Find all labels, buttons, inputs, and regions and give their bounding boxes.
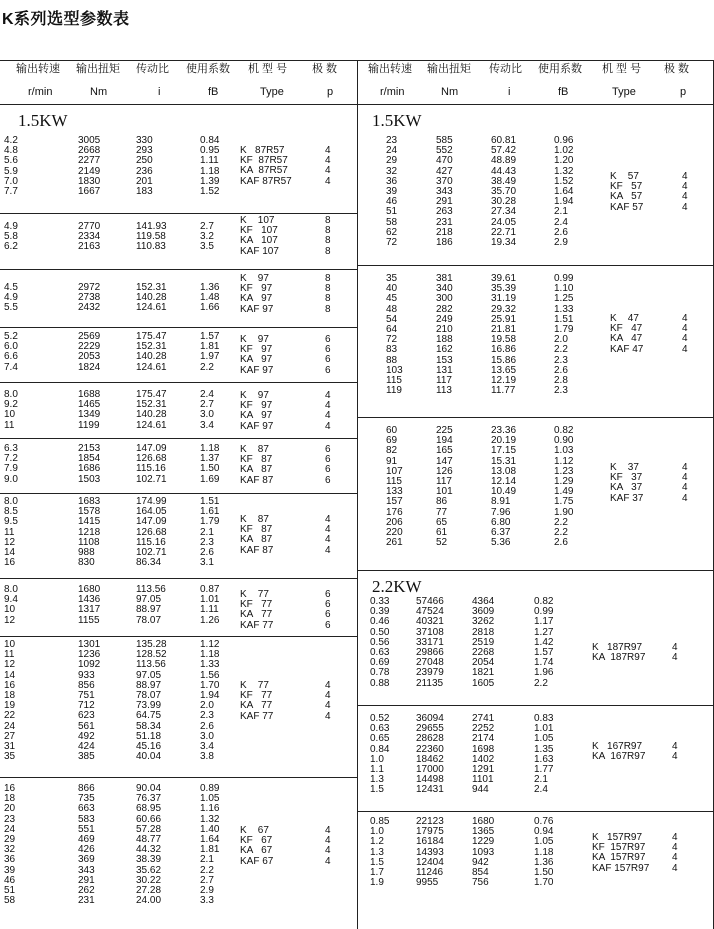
torque-column: 22123 17975 16184 14393 12404 11246 9955 bbox=[416, 816, 444, 889]
header-type: 机 型 号 bbox=[248, 63, 288, 75]
header-speed: 输出转速 bbox=[368, 63, 412, 75]
service-factor-column: 0.89 1.05 1.16 1.32 1.40 1.64 1.81 2.1 2.2 2.7 2.9 3.3 bbox=[200, 783, 220, 907]
ratio-column: 147.09 126.68 115.16 102.71 bbox=[136, 443, 167, 485]
torque-column: 585 552 470 427 370 343 291 263 231 218 186 bbox=[436, 135, 453, 249]
poles-column: 6 6 6 6 bbox=[325, 444, 331, 486]
torque-column: 2569 2229 2053 1824 bbox=[78, 331, 101, 373]
service-factor-column: 0.84 0.95 1.11 1.18 1.39 1.52 bbox=[200, 135, 220, 198]
speed-column: 5.2 6.0 6.6 7.4 bbox=[4, 331, 18, 373]
header-ratio-unit: i bbox=[158, 86, 161, 98]
right-section-title-1: 1.5KW bbox=[372, 111, 422, 130]
group-divider bbox=[358, 265, 714, 266]
right-section-title-2: 2.2KW bbox=[372, 577, 422, 596]
torque-column: 1680 1436 1317 1155 bbox=[78, 584, 101, 626]
speed-column: 16 18 20 23 24 29 32 36 39 46 51 58 bbox=[4, 783, 16, 907]
header-ratio-unit: i bbox=[508, 86, 511, 98]
type-column: K 87R57 KF 87R57 KA 87R57 KAF 87R57 bbox=[240, 145, 292, 187]
type-column: K 167R97 KA 167R97 bbox=[592, 741, 646, 763]
group-divider bbox=[0, 382, 357, 383]
header-service: 使用系数 bbox=[186, 63, 230, 75]
service-factor-column: 2.7 3.2 3.5 bbox=[200, 221, 214, 253]
speed-column: 35 40 45 48 54 64 72 83 88 103 115 119 bbox=[386, 273, 403, 397]
torque-column: 36094 29655 28628 22360 18462 17000 14498 12431 bbox=[416, 713, 444, 796]
speed-column: 8.0 9.4 10 12 bbox=[4, 584, 18, 626]
header-ratio: 传动比 bbox=[489, 63, 522, 75]
service-factor-column: 0.83 1.01 1.05 1.35 1.63 1.77 2.1 2.4 bbox=[534, 713, 554, 796]
ratio-column: 23.36 20.19 17.15 15.31 13.08 12.14 10.49 8.91 7.96 6.80 6.37 5.36 bbox=[491, 425, 517, 549]
service-factor-column: 1.57 1.81 1.97 2.2 bbox=[200, 331, 220, 373]
torque-column: 3005 2668 2277 2149 1830 1667 bbox=[78, 135, 101, 198]
poles-column: 4 4 bbox=[672, 642, 678, 664]
speed-column: 0.85 1.0 1.2 1.3 1.5 1.7 1.9 bbox=[370, 816, 390, 889]
header-poles-unit: p bbox=[327, 86, 334, 98]
header-poles-unit: p bbox=[680, 86, 687, 98]
service-factor-column: 1.18 1.37 1.50 1.69 bbox=[200, 443, 220, 485]
poles-column: 4 4 bbox=[672, 741, 678, 763]
header-type: 机 型 号 bbox=[602, 63, 642, 75]
type-column: K 157R97 KF 157R97 KA 157R97 KAF 157R97 bbox=[592, 832, 650, 874]
ratio-column: 141.93 119.58 110.83 bbox=[136, 221, 167, 253]
group-divider bbox=[0, 269, 357, 270]
header-ratio: 传动比 bbox=[136, 63, 169, 75]
ratio-column: 90.04 76.37 68.95 60.66 57.28 48.77 44.32 38.39 35.62 30.22 27.28 24.00 bbox=[136, 783, 162, 907]
type-column: K 187R97 KA 187R97 bbox=[592, 642, 646, 664]
type-column: K 87 KF 87 KA 87 KAF 87 bbox=[240, 514, 274, 556]
service-factor-column: 0.82 0.90 1.03 1.12 1.23 1.29 1.49 1.75 1.90 2.2 2.2 2.6 bbox=[554, 425, 574, 549]
group-divider bbox=[0, 777, 357, 778]
ratio-column: 2741 2252 2174 1698 1402 1291 1101 944 bbox=[472, 713, 495, 796]
speed-column: 8.0 8.5 9.5 11 12 14 16 bbox=[4, 496, 18, 569]
service-factor-column: 1.51 1.61 1.79 2.1 2.3 2.6 3.1 bbox=[200, 496, 220, 569]
group-divider bbox=[0, 438, 357, 439]
poles-column: 4 4 4 4 bbox=[325, 514, 331, 556]
group-divider bbox=[0, 213, 357, 214]
type-column: K 97 KF 97 KA 97 KAF 97 bbox=[240, 273, 274, 315]
service-factor-column: 1.36 1.48 1.66 bbox=[200, 282, 220, 314]
ratio-column: 175.47 152.31 140.28 124.61 bbox=[136, 331, 167, 373]
poles-column: 6 6 6 6 bbox=[325, 589, 331, 631]
speed-column: 23 24 29 32 36 39 46 51 58 62 72 bbox=[386, 135, 398, 249]
ratio-column: 4364 3609 3262 2818 2519 2268 2054 1821 1605 bbox=[472, 596, 495, 689]
type-column: K 37 KF 37 KA 37 KAF 37 bbox=[610, 462, 644, 504]
header-torque: 输出扭矩 bbox=[427, 63, 471, 75]
poles-column: 6 6 6 6 bbox=[325, 334, 331, 376]
type-column: K 97 KF 97 KA 97 KAF 97 bbox=[240, 334, 274, 376]
service-factor-column: 0.96 1.02 1.20 1.32 1.52 1.64 1.94 2.1 2.4 2.6 2.9 bbox=[554, 135, 574, 249]
poles-column: 4 4 4 4 bbox=[682, 171, 688, 213]
header-poles: 极 数 bbox=[312, 63, 338, 75]
type-column: K 47 KF 47 KA 47 KAF 47 bbox=[610, 313, 644, 355]
speed-column: 10 11 12 14 16 18 19 22 24 27 31 35 bbox=[4, 639, 16, 763]
speed-column: 6.3 7.2 7.9 9.0 bbox=[4, 443, 18, 485]
header-type-unit: Type bbox=[612, 86, 636, 98]
group-divider bbox=[0, 578, 357, 579]
group-divider bbox=[0, 636, 357, 637]
left-section-title: 1.5KW bbox=[18, 111, 68, 130]
ratio-column: 39.61 35.39 31.19 29.32 25.91 21.81 19.58 16.86 15.86 13.65 12.19 11.77 bbox=[491, 273, 517, 397]
ratio-column: 113.56 97.05 88.97 78.07 bbox=[136, 584, 166, 626]
header-type-unit: Type bbox=[260, 86, 284, 98]
ratio-column: 175.47 152.31 140.28 124.61 bbox=[136, 389, 167, 431]
poles-column: 8 8 8 8 bbox=[325, 215, 331, 257]
poles-column: 4 4 4 4 bbox=[682, 462, 688, 504]
torque-column: 1301 1236 1092 933 856 751 712 623 561 492 424 385 bbox=[78, 639, 101, 763]
type-column: K 77 KF 77 KA 77 KAF 77 bbox=[240, 680, 274, 722]
torque-column: 381 340 300 282 249 210 188 162 153 131 117 113 bbox=[436, 273, 453, 397]
speed-column: 0.52 0.63 0.65 0.84 1.0 1.1 1.3 1.5 bbox=[370, 713, 390, 796]
group-divider bbox=[358, 570, 714, 571]
header-service-unit: fB bbox=[208, 86, 219, 98]
group-divider bbox=[358, 705, 714, 706]
torque-column: 2972 2738 2432 bbox=[78, 282, 101, 314]
poles-column: 4 4 4 4 bbox=[325, 145, 331, 187]
torque-column: 866 735 663 583 551 469 426 369 343 291 262 231 bbox=[78, 783, 95, 907]
group-divider bbox=[0, 493, 357, 494]
speed-column: 8.0 9.2 10 11 bbox=[4, 389, 18, 431]
poles-column: 4 4 4 4 bbox=[325, 390, 331, 432]
header-torque-unit: Nm bbox=[90, 86, 108, 98]
group-divider bbox=[358, 811, 714, 812]
service-factor-column: 1.12 1.18 1.33 1.56 1.70 1.94 2.0 2.3 2.6 3.0 3.4 3.8 bbox=[200, 639, 220, 763]
header-speed-unit: r/min bbox=[28, 86, 53, 98]
header-service-unit: fB bbox=[558, 86, 569, 98]
poles-column: 8 8 8 8 bbox=[325, 273, 331, 315]
header-torque-unit: Nm bbox=[441, 86, 459, 98]
service-factor-column: 0.76 0.94 1.05 1.18 1.36 1.50 1.70 bbox=[534, 816, 554, 889]
service-factor-column: 0.82 0.99 1.17 1.27 1.42 1.57 1.74 1.96 2.2 bbox=[534, 596, 554, 689]
poles-column: 4 4 4 4 bbox=[682, 313, 688, 355]
speed-column: 0.33 0.39 0.46 0.50 0.56 0.63 0.69 0.78 0.88 bbox=[370, 596, 390, 689]
torque-column: 2153 1854 1686 1503 bbox=[78, 443, 101, 485]
ratio-column: 152.31 140.28 124.61 bbox=[136, 282, 167, 314]
ratio-column: 330 293 250 236 201 183 bbox=[136, 135, 153, 198]
group-divider bbox=[358, 417, 714, 418]
header-speed: 输出转速 bbox=[16, 63, 60, 75]
ratio-column: 174.99 164.05 147.09 126.68 115.16 102.71 86.34 bbox=[136, 496, 167, 569]
header-service: 使用系数 bbox=[538, 63, 582, 75]
service-factor-column: 0.99 1.10 1.25 1.33 1.51 1.79 2.0 2.2 2.3 2.6 2.8 2.3 bbox=[554, 273, 574, 397]
torque-column: 225 194 165 147 126 117 101 86 77 65 61 52 bbox=[436, 425, 453, 549]
torque-column: 1683 1578 1415 1218 1108 988 830 bbox=[78, 496, 101, 569]
header-torque: 输出扭矩 bbox=[76, 63, 120, 75]
service-factor-column: 2.4 2.7 3.0 3.4 bbox=[200, 389, 214, 431]
type-column: K 87 KF 87 KA 87 KAF 87 bbox=[240, 444, 274, 486]
poles-column: 4 4 4 4 bbox=[672, 832, 678, 874]
speed-column: 60 69 82 91 107 115 133 157 176 206 220 261 bbox=[386, 425, 403, 549]
torque-column: 1688 1465 1349 1199 bbox=[78, 389, 101, 431]
type-column: K 57 KF 57 KA 57 KAF 57 bbox=[610, 171, 644, 213]
type-column: K 67 KF 67 KA 67 KAF 67 bbox=[240, 825, 274, 867]
speed-column: 4.5 4.9 5.5 bbox=[4, 282, 18, 314]
torque-column: 2770 2334 2163 bbox=[78, 221, 101, 253]
type-column: K 77 KF 77 KA 77 KAF 77 bbox=[240, 589, 274, 631]
poles-column: 4 4 4 4 bbox=[325, 825, 331, 867]
header-poles: 极 数 bbox=[664, 63, 690, 75]
speed-column: 4.2 4.8 5.6 5.9 7.0 7.7 bbox=[4, 135, 18, 198]
torque-column: 57466 47524 40321 37108 33171 29866 27048 23979 21135 bbox=[416, 596, 444, 689]
header-speed-unit: r/min bbox=[380, 86, 405, 98]
type-column: K 97 KF 97 KA 97 KAF 97 bbox=[240, 390, 274, 432]
service-factor-column: 0.87 1.01 1.11 1.26 bbox=[200, 584, 220, 626]
right-table bbox=[358, 0, 714, 929]
group-divider bbox=[0, 327, 357, 328]
page-title: K系列选型参数表 bbox=[2, 11, 130, 28]
ratio-column: 135.28 128.52 113.56 97.05 88.97 78.07 73.99 64.75 58.34 51.18 45.16 40.04 bbox=[136, 639, 167, 763]
speed-column: 4.9 5.8 6.2 bbox=[4, 221, 18, 253]
poles-column: 4 4 4 4 bbox=[325, 680, 331, 722]
type-column: K 107 KF 107 KA 107 KAF 107 bbox=[240, 215, 279, 257]
ratio-column: 60.81 57.42 48.89 44.43 38.49 35.70 30.28 27.34 24.05 22.71 19.34 bbox=[491, 135, 517, 249]
ratio-column: 1680 1365 1229 1093 942 854 756 bbox=[472, 816, 495, 889]
